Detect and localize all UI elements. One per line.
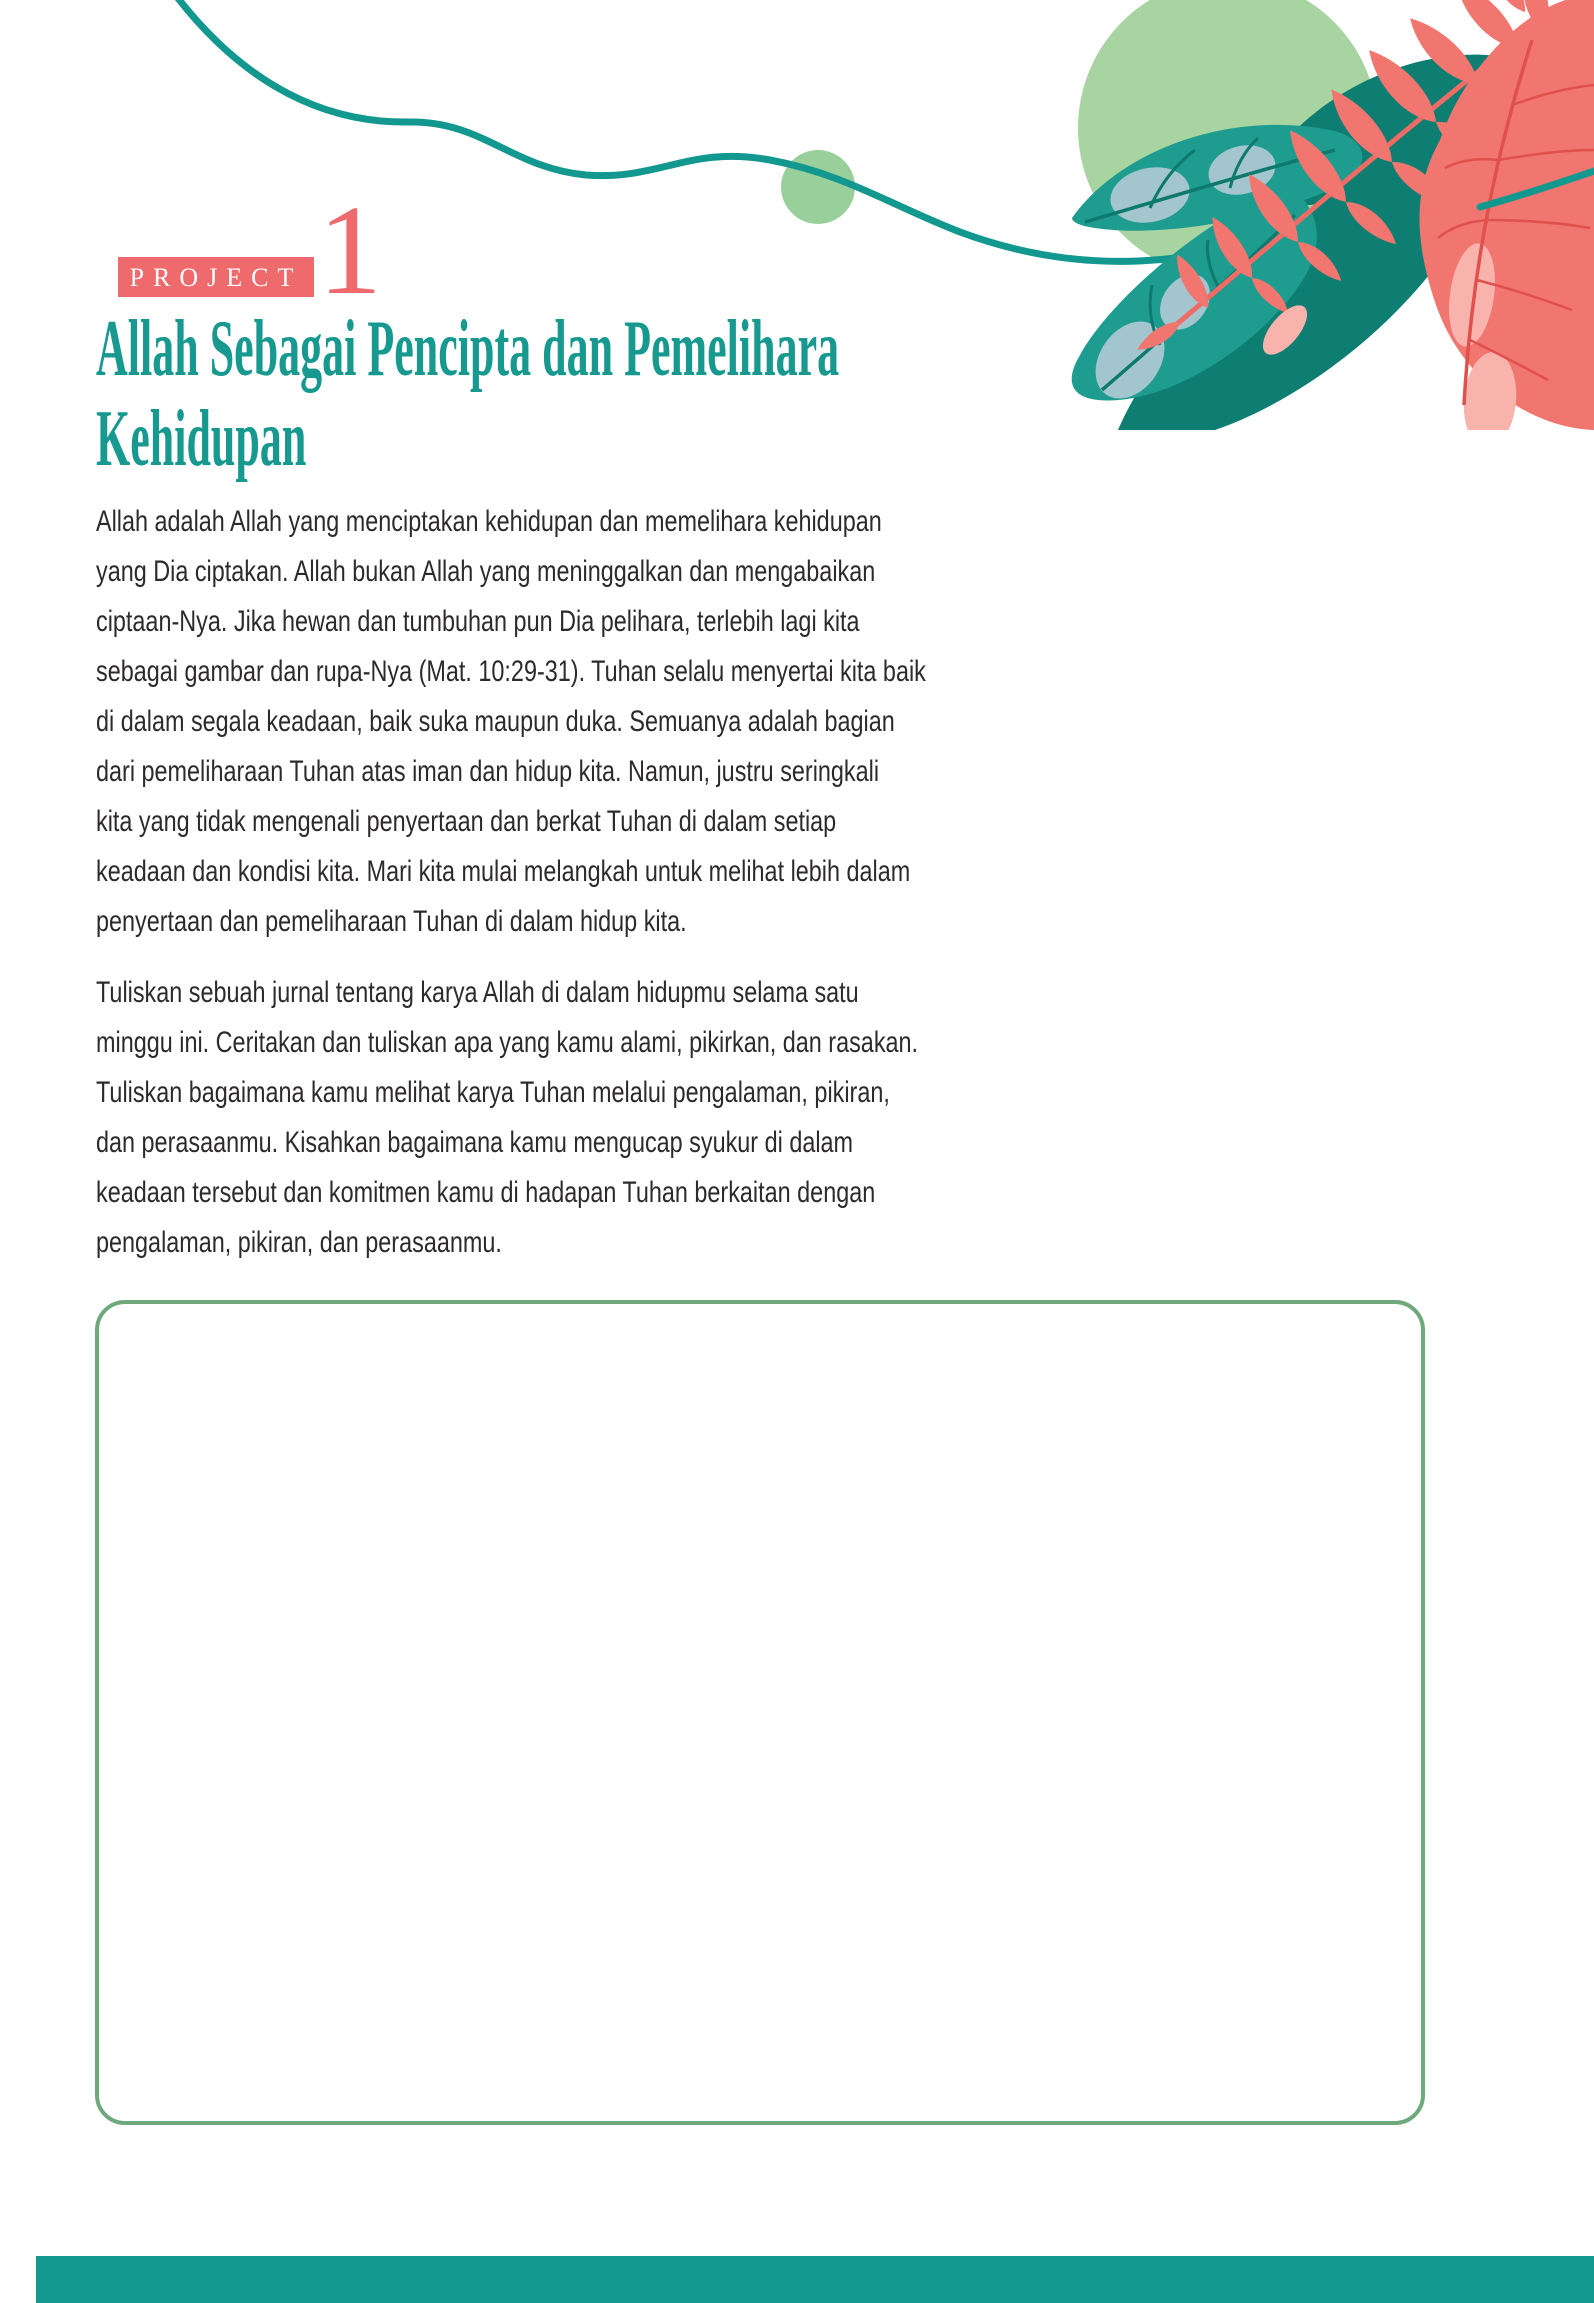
text-line: sebagai gambar dan rupa-Nya (Mat. 10:29-31). Tuhan selalu menyertai kita baik <box>96 655 926 688</box>
text-line: minggu ini. Ceritakan dan tuliskan apa yang kamu alami, pikirkan, dan rasakan. <box>96 1026 919 1059</box>
instruction-paragraph <box>96 968 1150 1268</box>
journal-writing-area[interactable] <box>95 1300 1425 2125</box>
page-title-line-2: Kehidupan <box>96 395 307 483</box>
text-line: di dalam segala keadaan, baik suka maupun duka. Semuanya adalah bagian <box>96 705 895 738</box>
page-title <box>96 304 1447 484</box>
text-line: penyertaan dan pemeliharaan Tuhan di dalam hidup kita. <box>96 905 687 938</box>
text-line: Allah adalah Allah yang menciptakan kehidupan dan memelihara kehidupan <box>96 505 882 538</box>
green-circle-large <box>1078 0 1378 278</box>
page-title-line-1: Allah Sebagai Pencipta dan Pemelihara <box>96 305 840 393</box>
text-line: pengalaman, pikiran, dan perasaanmu. <box>96 1226 502 1259</box>
project-badge-label: PROJECT <box>118 257 314 297</box>
dark-teal-leaf <box>1255 55 1510 206</box>
text-line: yang Dia ciptakan. Allah bukan Allah yang meninggalkan dan mengabaikan <box>96 555 876 588</box>
wavy-line-overlay <box>1480 171 1594 207</box>
project-number: 1 <box>318 179 382 321</box>
text-line: dan perasaanmu. Kisahkan bagaimana kamu mengucap syukur di dalam <box>96 1126 854 1159</box>
teal-leaf-left <box>1072 125 1362 231</box>
text-line: keadaan dan kondisi kita. Mari kita mulai melangkah untuk melihat lebih dalam <box>96 855 911 888</box>
green-circle-small <box>781 150 855 224</box>
intro-paragraph <box>96 497 1160 947</box>
footer-bar <box>36 2256 1594 2303</box>
text-line: dari pemeliharaan Tuhan atas iman dan hidup kita. Namun, justru seringkali <box>96 755 880 788</box>
text-line: ciptaan-Nya. Jika hewan dan tumbuhan pun Dia pelihara, terlebih lagi kita <box>96 605 860 638</box>
text-line: Tuliskan sebuah jurnal tentang karya Allah di dalam hidupmu selama satu <box>96 976 859 1009</box>
text-line: kita yang tidak mengenali penyertaan dan berkat Tuhan di dalam setiap <box>96 805 837 838</box>
text-line: Tuliskan bagaimana kamu melihat karya Tuhan melalui pengalaman, pikiran, <box>96 1076 890 1109</box>
text-line: keadaan tersebut dan komitmen kamu di hadapan Tuhan berkaitan dengan <box>96 1176 876 1209</box>
